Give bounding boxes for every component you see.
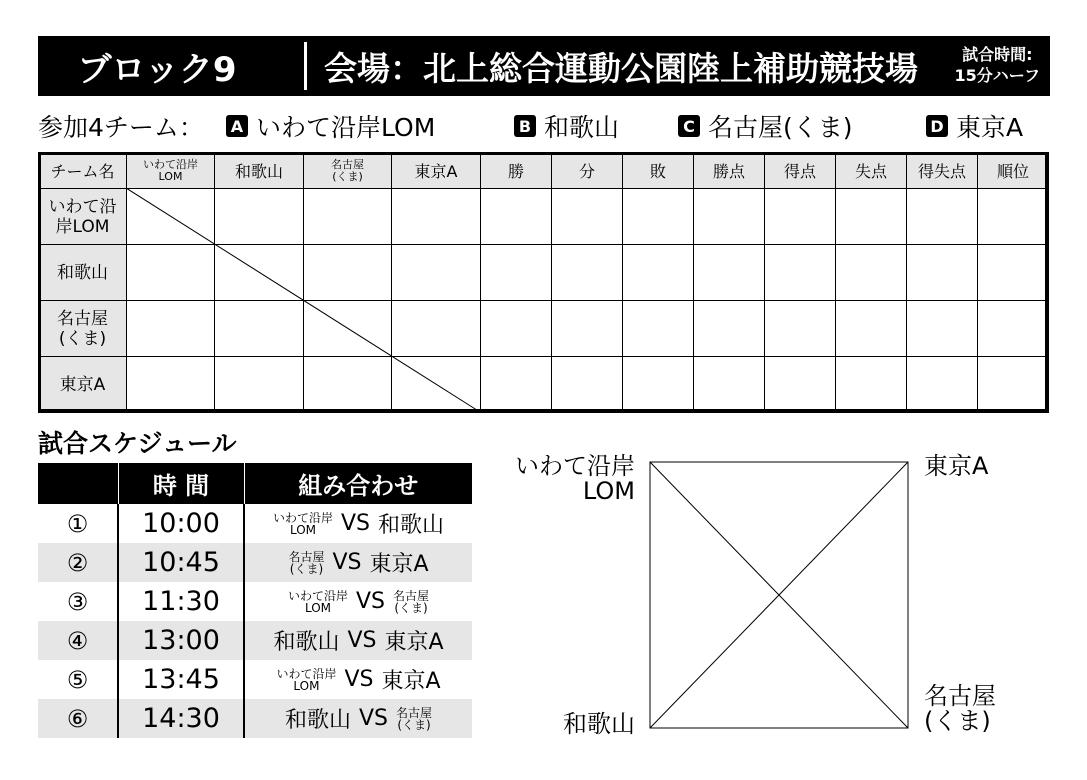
vs-label: VS — [340, 511, 370, 536]
stat-cell — [552, 189, 623, 245]
result-cell — [127, 189, 215, 245]
result-cell — [215, 245, 304, 301]
league-results-table — [38, 152, 1049, 413]
home-team-line2: (くま) — [289, 561, 324, 576]
home-team-line2: LOM — [289, 522, 316, 537]
stat-cell — [978, 301, 1049, 357]
match-duration-value: 15分ハーフ — [954, 66, 1040, 85]
away-team: 東京A — [369, 552, 429, 577]
schedule-row — [38, 699, 472, 738]
schedule-header-time: 時 間 — [118, 463, 244, 504]
schedule-header-row — [38, 463, 472, 504]
stat-cell — [481, 301, 552, 357]
result-cell — [304, 189, 392, 245]
col-header-team-a-line2: LOM — [158, 169, 183, 183]
match-time: 13:00 — [118, 621, 244, 660]
team-name-d: 東京A — [956, 113, 1024, 142]
diagram-label-top-left-line2: LOM — [582, 477, 635, 505]
matchup — [244, 582, 472, 621]
stat-cell — [765, 357, 836, 413]
team-entry-a — [226, 108, 435, 144]
team-badge-b: B — [514, 115, 536, 137]
stat-cell — [481, 245, 552, 301]
stat-cell — [765, 301, 836, 357]
col-header-points: 勝点 — [694, 153, 765, 189]
diagram-label-top-right: 東京A — [924, 452, 989, 480]
match-number: ⑤ — [66, 665, 89, 694]
home-team-line1: いわて沿岸 — [287, 588, 348, 603]
block-title: ブロック9 — [77, 49, 237, 90]
venue-title: 会場：北上総合運動公園陸上補助競技場 — [324, 48, 918, 88]
away-team-line1: 名古屋 — [396, 705, 433, 720]
diagram-label-bottom-right-line1: 名古屋 — [924, 682, 996, 710]
row-header-team-d: 東京A — [39, 357, 127, 413]
matchup-diagonal-d-b — [650, 462, 908, 728]
home-team-line2: LOM — [304, 600, 331, 615]
vs-label: VS — [344, 667, 374, 692]
results-corner-header: チーム名 — [39, 153, 127, 189]
team-name-a: いわて沿岸LOM — [256, 113, 436, 142]
result-cell — [304, 357, 392, 413]
team-name-c: 名古屋(くま) — [708, 113, 853, 142]
stat-cell — [481, 357, 552, 413]
stat-cell — [694, 301, 765, 357]
schedule-row — [38, 660, 472, 699]
matchup — [244, 621, 472, 660]
away-team — [393, 590, 429, 614]
row-header-team-b: 和歌山 — [39, 245, 127, 301]
teams-lead: 参加4チーム： — [38, 113, 204, 142]
match-time: 14:30 — [118, 699, 244, 738]
schedule-row — [38, 621, 472, 660]
table-row — [39, 245, 1049, 301]
schedule-table — [38, 463, 472, 738]
result-cell — [215, 301, 304, 357]
match-number: ⑥ — [38, 699, 118, 738]
result-cell — [304, 245, 392, 301]
vs-label: VS — [347, 628, 377, 653]
stat-cell — [836, 301, 907, 357]
home-team: 和歌山 — [273, 630, 340, 655]
result-cell — [392, 245, 481, 301]
match-number: ③ — [66, 587, 89, 616]
team-entry-b — [514, 108, 619, 144]
col-header-goal-diff: 得失点 — [907, 153, 978, 189]
matchup — [244, 660, 472, 699]
team-entry-d — [926, 108, 1023, 144]
match-number: ① — [66, 509, 89, 538]
stat-cell — [694, 357, 765, 413]
home-team — [288, 551, 324, 575]
col-header-team-b: 和歌山 — [215, 153, 304, 189]
table-row — [39, 301, 1049, 357]
away-team-line2: (くま) — [397, 717, 431, 732]
stat-cell — [836, 245, 907, 301]
row-header-team-a — [39, 189, 127, 245]
schedule-row — [38, 582, 472, 621]
match-time: 13:45 — [118, 660, 244, 699]
team-badge-c: C — [678, 115, 700, 137]
match-duration — [955, 44, 1040, 86]
match-time: 10:00 — [118, 504, 244, 543]
header-bar — [38, 36, 1050, 96]
stat-cell — [765, 189, 836, 245]
stat-cell — [765, 245, 836, 301]
schedule-header-matchup: 組み合わせ — [244, 463, 472, 504]
col-header-team-d: 東京A — [392, 153, 481, 189]
stat-cell — [836, 357, 907, 413]
away-team: 和歌山 — [378, 513, 445, 538]
team-badge-d: D — [926, 115, 948, 137]
result-cell — [392, 357, 481, 413]
home-team: 和歌山 — [284, 708, 351, 733]
matchup — [244, 543, 472, 582]
stat-cell — [552, 245, 623, 301]
home-team — [288, 590, 348, 614]
team-entry-c — [678, 108, 853, 144]
away-team-line1: 名古屋 — [393, 588, 430, 603]
team-name-b: 和歌山 — [544, 113, 620, 142]
diagram-label-top-left — [515, 454, 635, 504]
row-header-team-c-line2: (くま) — [58, 328, 107, 349]
stat-cell — [623, 357, 694, 413]
header-divider — [304, 42, 307, 90]
schedule-header-no — [38, 463, 118, 504]
row-header-team-c — [39, 301, 127, 357]
table-row — [39, 189, 1049, 245]
vs-label: VS — [358, 706, 388, 731]
col-header-goals-for: 得点 — [765, 153, 836, 189]
result-cell — [127, 245, 215, 301]
stat-cell — [978, 245, 1049, 301]
stat-cell — [836, 189, 907, 245]
match-number: ④ — [38, 621, 118, 660]
result-cell — [215, 357, 304, 413]
col-header-goals-against: 失点 — [836, 153, 907, 189]
stat-cell — [978, 357, 1049, 413]
home-team-line1: いわて沿岸 — [272, 510, 333, 525]
result-cell — [392, 301, 481, 357]
schedule-row — [38, 504, 472, 543]
stat-cell — [907, 189, 978, 245]
stat-cell — [623, 245, 694, 301]
away-team-line2: (くま) — [394, 600, 428, 615]
stat-cell — [907, 245, 978, 301]
match-time: 10:45 — [118, 543, 244, 582]
row-header-team-a-line1: いわて沿 — [48, 196, 117, 217]
col-header-team-c-line1: 名古屋 — [331, 157, 364, 171]
col-header-rank: 順位 — [978, 153, 1049, 189]
schedule-row — [38, 543, 472, 582]
away-team — [396, 707, 432, 731]
matchup — [244, 699, 472, 738]
match-duration-label: 試合時間: — [962, 45, 1033, 64]
result-cell — [215, 189, 304, 245]
matchup — [244, 504, 472, 543]
col-header-wins: 勝 — [481, 153, 552, 189]
col-header-losses: 敗 — [623, 153, 694, 189]
home-team — [273, 512, 333, 536]
away-team: 東京A — [381, 669, 441, 694]
away-team: 東京A — [384, 630, 444, 655]
vs-label: VS — [355, 589, 385, 615]
stat-cell — [481, 189, 552, 245]
diagram-label-bottom-left: 和歌山 — [563, 710, 635, 738]
result-cell — [304, 301, 392, 357]
match-number: ② — [38, 543, 118, 582]
team-badge-a: A — [226, 115, 248, 137]
stat-cell — [623, 189, 694, 245]
col-header-team-a — [127, 153, 215, 189]
col-header-team-c — [304, 153, 392, 189]
result-cell — [392, 189, 481, 245]
match-time: 11:30 — [118, 582, 244, 621]
stat-cell — [907, 301, 978, 357]
matchup-diagonal-a-c — [650, 462, 908, 728]
stat-cell — [552, 301, 623, 357]
col-header-team-c-line2: (くま) — [332, 169, 363, 183]
diagram-label-bottom-right — [924, 684, 996, 734]
diagram-label-bottom-right-line2: (くま) — [924, 707, 991, 735]
stat-cell — [907, 357, 978, 413]
row-header-team-c-line1: 名古屋 — [57, 308, 108, 329]
col-header-draws: 分 — [552, 153, 623, 189]
matchup-square — [650, 462, 908, 728]
vs-label: VS — [332, 550, 362, 575]
home-team-line2: LOM — [293, 678, 320, 693]
stat-cell — [552, 357, 623, 413]
schedule-title: 試合スケジュール — [38, 429, 237, 458]
result-cell — [127, 357, 215, 413]
home-team — [276, 668, 336, 692]
row-header-team-a-line2: 岸LOM — [55, 216, 110, 237]
results-header-row — [39, 153, 1049, 189]
home-team-line1: 名古屋 — [288, 549, 325, 564]
stat-cell — [978, 189, 1049, 245]
diagram-label-top-left-line1: いわて沿岸 — [515, 452, 635, 480]
table-row — [39, 357, 1049, 413]
col-header-team-a-line1: いわて沿岸 — [143, 157, 198, 171]
stat-cell — [623, 301, 694, 357]
result-cell — [127, 301, 215, 357]
participating-teams — [38, 104, 1050, 144]
stat-cell — [694, 189, 765, 245]
stat-cell — [694, 245, 765, 301]
home-team-line1: いわて沿岸 — [276, 666, 337, 681]
